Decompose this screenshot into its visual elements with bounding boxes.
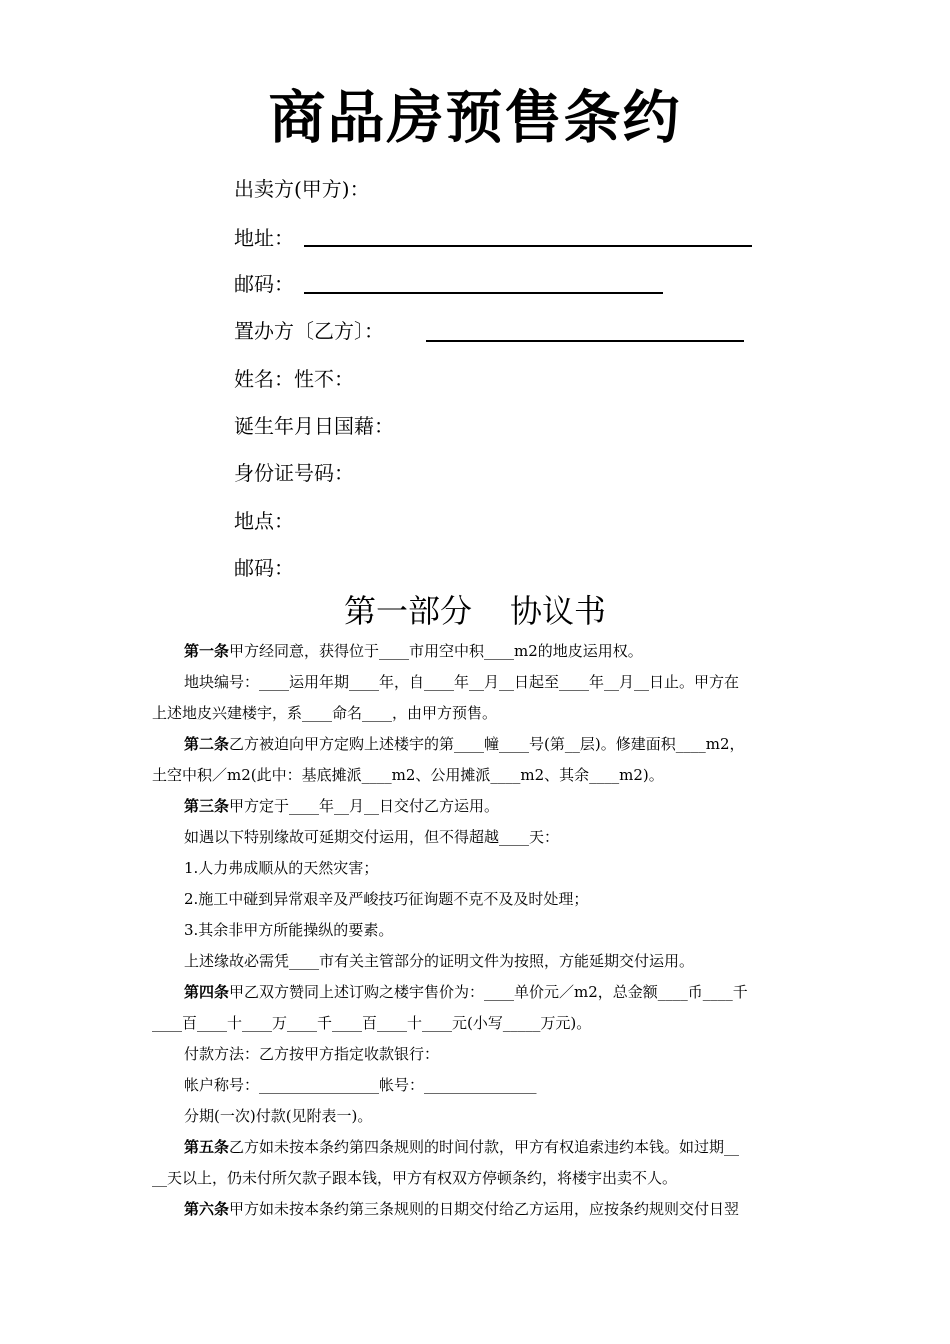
clause-line: __天以上，仍未付所欠款子跟本钱，甲方有权双方停顿条约，将楼宇出卖不人。 (152, 1169, 678, 1187)
clause-line: 帐户称号：________________帐号：_______________ (184, 1076, 537, 1094)
clause-4 (152, 977, 808, 1008)
address-label: 地址： (234, 226, 294, 250)
id-number-label: 身份证号码： (234, 461, 354, 485)
clause-text: 甲方定于____年__月__日交付乙方运用。 (229, 797, 500, 815)
clause-line: 分期(一次)付款(见附表一)。 (184, 1107, 373, 1125)
clause-label: 第三条 (184, 797, 230, 815)
clause-line: 如遇以下特别缘故可延期交付运用，但不得超越____天： (184, 828, 560, 846)
buyer-label: 置办方〔乙方〕： (234, 319, 384, 343)
postcode2-label: 邮码： (234, 556, 294, 580)
clause-line: 2.施工中碰到异常艰辛及严峻技巧征询题不克不及及时处理； (184, 890, 589, 908)
clause-text: 乙方如未按本条约第四条规则的时间付款，甲方有权追索违约本钱。如过期__ (229, 1138, 740, 1156)
clause-line: 付款方法：乙方按甲方指定收款银行： (184, 1045, 440, 1063)
postcode-underline (304, 292, 663, 294)
contract-body (152, 636, 808, 1225)
clause-line: 地块编号：____运用年期____年，自____年__月__日起至____年__月__日止。甲方在 (184, 673, 740, 691)
clause-6 (152, 1194, 808, 1225)
clause-1 (152, 636, 808, 667)
clause-text: 乙方被迫向甲方定购上述楼宇的第____幢____号(第__层)。修建面积____m2， (229, 735, 745, 753)
clause-line: 上述地皮兴建楼宇，系____命名____，由甲方预售。 (152, 704, 498, 722)
buyer-underline (426, 340, 744, 342)
clause-label: 第一条 (184, 642, 230, 660)
clause-5 (152, 1132, 808, 1163)
clause-label: 第二条 (184, 735, 230, 753)
clause-line: 3.其余非甲方所能操纵的要素。 (184, 921, 394, 939)
clause-label: 第六条 (184, 1200, 230, 1218)
clause-text: 甲方经同意，获得位于____市用空中积____m2的地皮运用权。 (229, 642, 643, 660)
location-label: 地点： (234, 509, 294, 533)
clause-line: ____百____十____万____千____百____十____元(小写_____万元)。 (152, 1014, 592, 1032)
section-part: 第一部分 (343, 592, 472, 630)
section-title (0, 589, 950, 633)
postcode-label: 邮码： (234, 272, 294, 296)
address-underline (304, 245, 752, 247)
clause-line: 1.人力弗成顺从的天然灾害； (184, 859, 379, 877)
clause-2 (152, 729, 808, 760)
seller-label: 出卖方(甲方)： (234, 177, 370, 201)
birth-nationality-label: 诞生年月日国藉： (234, 414, 394, 438)
clause-text: 甲方如未按本条约第三条规则的日期交付给乙方运用，应按条约规则交付日翌 (229, 1200, 740, 1218)
clause-line: 土空中积／m2(此中：基底摊派____m2、公用摊派____m2、其余____m2)。 (152, 766, 664, 784)
clause-3 (152, 791, 808, 822)
clause-line: 上述缘故必需凭____市有关主管部分的证明文件为按照，方能延期交付运用。 (184, 952, 695, 970)
clause-label: 第四条 (184, 983, 230, 1001)
clause-text: 甲乙双方赞同上述订购之楼宇售价为：____单价元／m2，总金额____币____千 (229, 983, 748, 1001)
clause-label: 第五条 (184, 1138, 230, 1156)
document-title: 商品房预售条约 (268, 85, 682, 151)
name-gender-label: 姓名：性不： (234, 367, 354, 391)
section-name: 协议书 (510, 592, 607, 630)
